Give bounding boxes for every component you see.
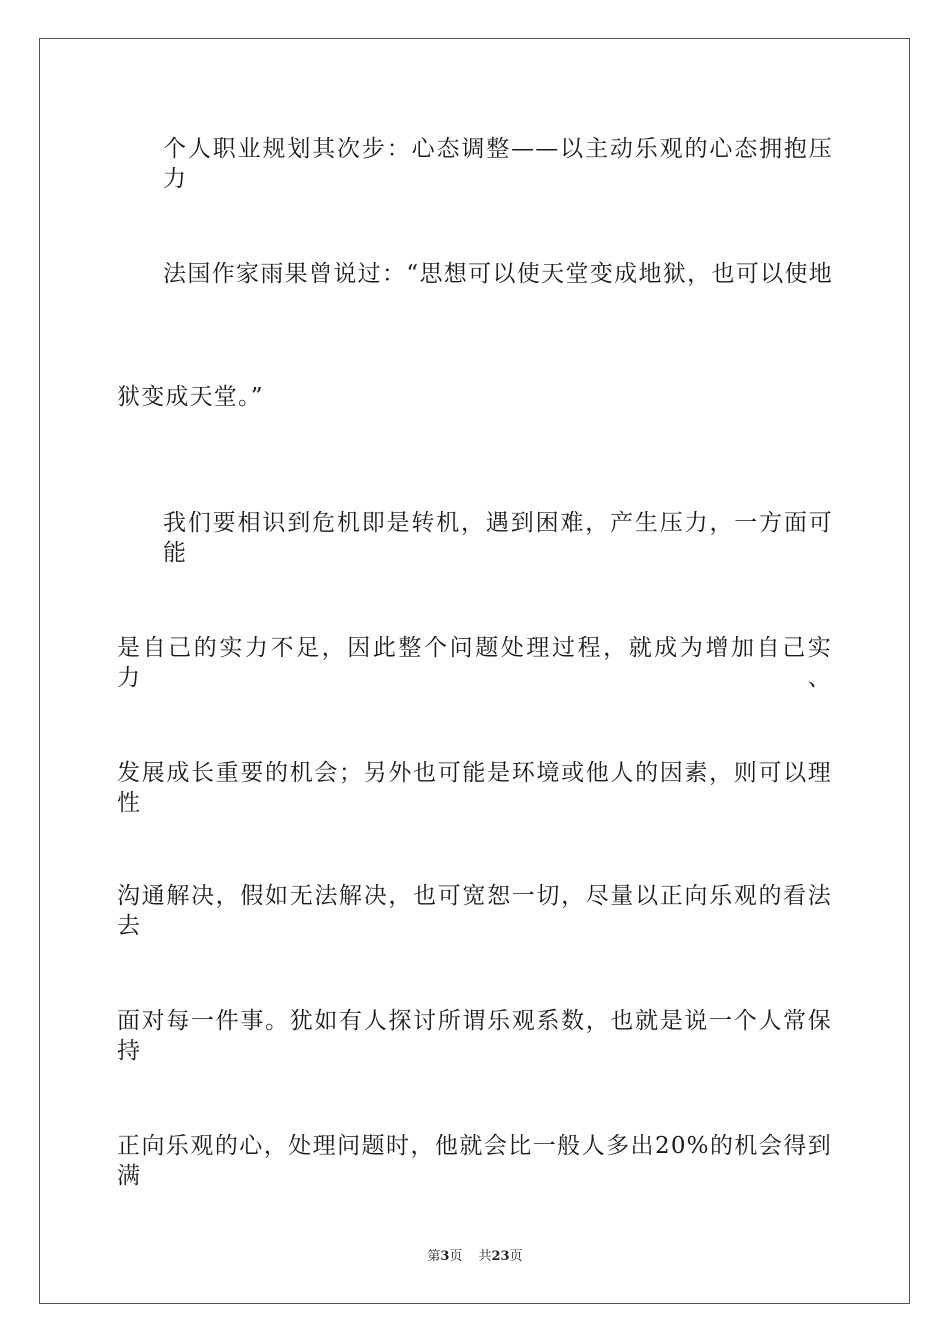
page-prefix: 第 — [427, 1249, 441, 1264]
total-pages: 23 — [491, 1249, 510, 1264]
paragraph-3-line-1: 我们要相识到危机即是转机，遇到困难，产生压力，一方面可能 — [163, 510, 833, 566]
total-suffix: 页 — [509, 1249, 523, 1264]
paragraph-2-line-2: 狱变成天堂。” — [117, 384, 264, 410]
page-number: 3 — [440, 1249, 450, 1264]
paragraph-1-line-1: 个人职业规划其次步：心态调整——以主动乐观的心态拥抱压力 — [163, 136, 833, 192]
page-footer — [0, 1248, 950, 1266]
paragraph-3-line-2: 是自己的实力不足，因此整个问题处理过程，就成为增加自己实力、 — [117, 635, 832, 691]
paragraph-3-line-5: 面对每一件事。犹如有人探讨所谓乐观系数，也就是说一个人常保持 — [117, 1008, 832, 1064]
page-suffix: 页 — [449, 1249, 463, 1264]
paragraph-3-line-6: 正向乐观的心，处理问题时，他就会比一般人多出20%的机会得到满 — [117, 1133, 832, 1189]
paragraph-3-line-3: 发展成长重要的机会；另外也可能是环境或他人的因素，则可以理性 — [117, 760, 832, 816]
paragraph-2-line-1: 法国作家雨果曾说过：“思想可以使天堂变成地狱，也可以使地 — [163, 261, 833, 287]
paragraph-3-line-4: 沟通解决，假如无法解决，也可宽恕一切，尽量以正向乐观的看法去 — [117, 883, 832, 939]
total-prefix: 共 — [478, 1249, 492, 1264]
